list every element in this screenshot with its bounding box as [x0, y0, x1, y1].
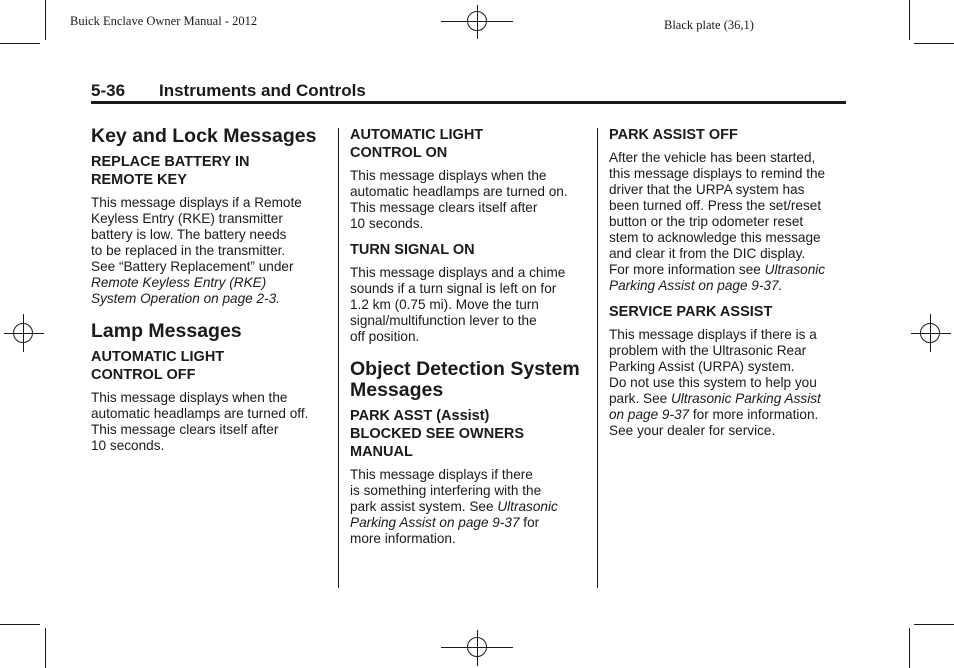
- paragraph-replace-battery: This message displays if a Remote Keyless Entry (RKE) transmitter battery is low. The battery needs to be replaced in the transmitter. See “Battery Replacement” under Remote Keyless Entry (RKE) System Operation on page 2-3.: [91, 195, 331, 307]
- crop-mark: [914, 43, 954, 44]
- column-divider: [338, 128, 339, 588]
- heading-key-lock-messages: Key and Lock Messages: [91, 125, 317, 147]
- heading-turn-signal-on: TURN SIGNAL ON: [350, 242, 475, 258]
- running-head-right: Black plate (36,1): [664, 18, 754, 32]
- paragraph-service-park-assist: This message displays if there is a problem with the Ultrasonic Rear Parking Assist (URPA) system. Do not use this system to help you park. See Ultrasonic Parking Assist on page 9-37 for more information. See your dealer for service.: [609, 327, 821, 438]
- page-number: 5-36: [91, 81, 126, 100]
- crop-mark: [0, 624, 40, 625]
- paragraph-auto-light-on: This message displays when the automatic headlamps are turned on. This message clears itself after 10 seconds.: [350, 168, 568, 231]
- link-rke-system[interactable]: Remote Keyless Entry (RKE): [91, 275, 267, 290]
- paragraph-turn-signal: This message displays and a chime sounds if a turn signal is left on for 1.2 km (0.75 mi). Move the turn signal/multifunction lever to the off position.: [350, 265, 566, 344]
- heading-replace-battery: REPLACE BATTERY IN REMOTE KEY: [91, 154, 250, 188]
- heading-object-detection: Object Detection System Messages: [350, 358, 580, 401]
- column-divider: [597, 128, 598, 588]
- heading-auto-light-off: AUTOMATIC LIGHT CONTROL OFF: [91, 349, 225, 383]
- heading-auto-light-on: AUTOMATIC LIGHT CONTROL ON: [350, 127, 484, 161]
- crop-mark: [914, 624, 954, 625]
- link-rke-system-page[interactable]: System Operation on page 2-3.: [91, 291, 280, 306]
- paragraph-auto-light-off: This message displays when the automatic headlamps are turned off. This message clears itself after 10 seconds.: [91, 390, 309, 453]
- link-ultrasonic-parking-assist[interactable]: Ultrasonic: [764, 262, 826, 277]
- link-ultrasonic-parking-assist-page[interactable]: on page 9-37: [609, 407, 690, 422]
- crop-mark: [45, 0, 46, 40]
- crop-mark: [0, 43, 40, 44]
- heading-park-asst-blocked: PARK ASST (Assist) BLOCKED SEE OWNERS MANUAL: [350, 408, 525, 460]
- column-2: [350, 126, 590, 547]
- heading-park-assist-off: PARK ASSIST OFF: [609, 127, 738, 143]
- crop-mark: [909, 0, 910, 40]
- link-ultrasonic-parking-assist[interactable]: Ultrasonic: [497, 499, 558, 514]
- link-ultrasonic-parking-assist-page[interactable]: Parking Assist on page 9-37.: [609, 278, 783, 293]
- column-1: [91, 126, 331, 454]
- paragraph-park-assist-off: After the vehicle has been started, this message displays to remind the driver that the URPA system has been turned off. Press the set/reset button or the trip odometer reset stem to acknowledge this message and clear it from the DIC display. For more information see Ultrasonic Parking Assist on page 9-37.: [609, 150, 849, 294]
- heading-service-park-assist: SERVICE PARK ASSIST: [609, 304, 773, 320]
- crop-mark: [909, 628, 910, 668]
- paragraph-park-asst-blocked: This message displays if there is something interfering with the park assist system. See Ultrasonic Parking Assist on page 9-37 for more information.: [350, 467, 558, 546]
- link-ultrasonic-parking-assist[interactable]: Ultrasonic Parking Assist: [670, 391, 821, 406]
- link-ultrasonic-parking-assist-page[interactable]: Parking Assist on page 9-37: [350, 515, 520, 530]
- section-title: Instruments and Controls: [159, 81, 366, 100]
- header-rule: [91, 101, 846, 104]
- running-head-left: Buick Enclave Owner Manual - 2012: [70, 14, 258, 28]
- crop-mark: [45, 628, 46, 668]
- heading-lamp-messages: Lamp Messages: [91, 320, 242, 342]
- column-3: [609, 126, 849, 439]
